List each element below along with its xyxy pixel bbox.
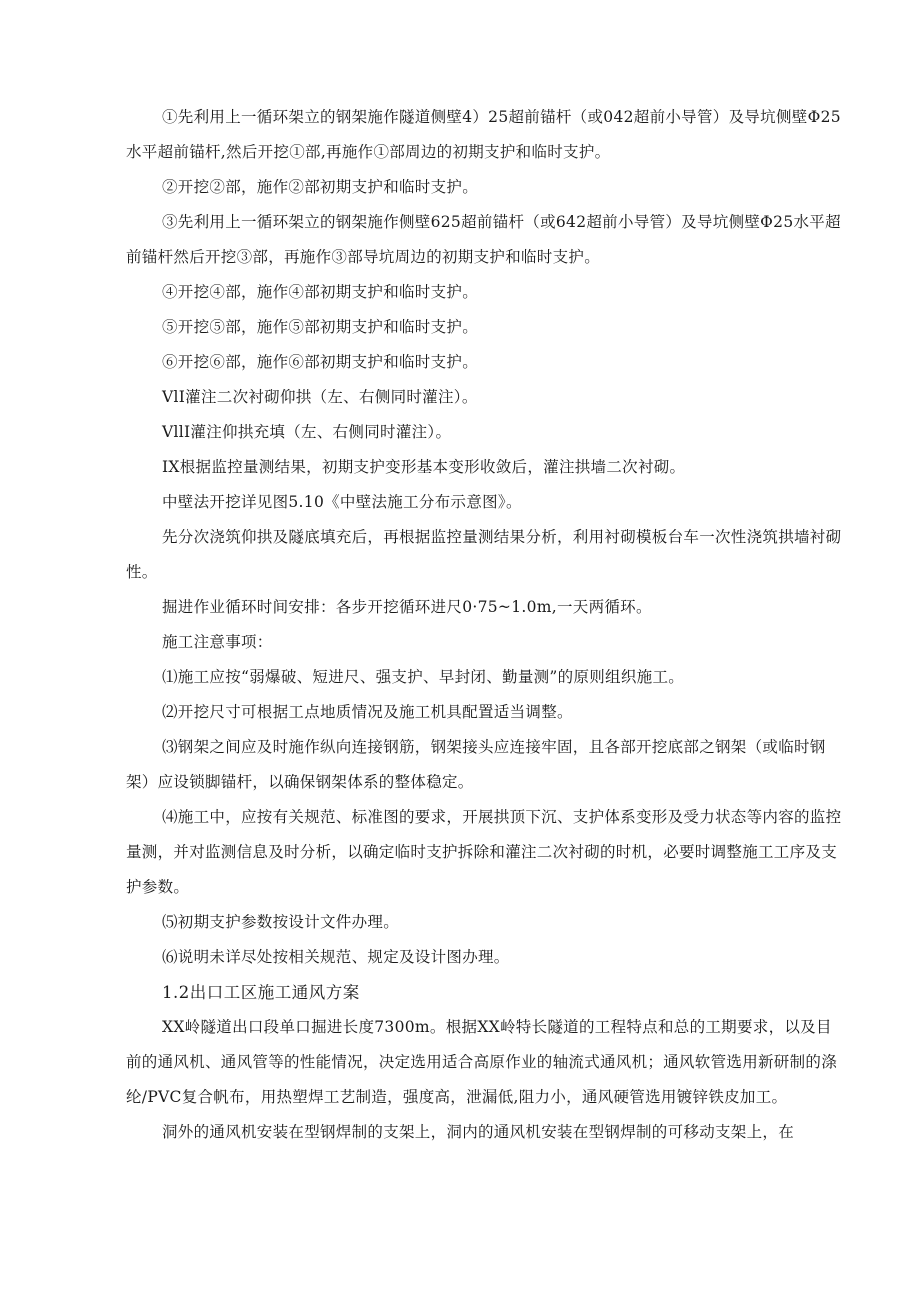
paragraph-step-2: ②开挖②部，施作②部初期支护和临时支护。	[162, 178, 479, 196]
paragraph-note-1: ⑴施工应按“弱爆破、短进尺、强支护、早封闭、勤量测”的原则组织施工。	[162, 668, 685, 686]
paragraph-figure-reference: 中壁法开挖详见图5.10《中壁法施工分布示意图》。	[162, 493, 522, 511]
paragraph-note-6: ⑹说明未详尽处按相关规范、规定及设计图办理。	[162, 948, 510, 966]
paragraph-lining: 先分次浇筑仰拱及隧底填充后，再根据监控量测结果分析，利用衬砌模板台车一次性浇筑拱墙衬砌性。	[126, 528, 842, 581]
paragraph-step-6: ⑥开挖⑥部，施作⑥部初期支护和临时支护。	[162, 353, 479, 371]
paragraph-step-1: ①先利用上一循环架立的钢架施作隧道侧壁4）25超前锚杆（或042超前小导管）及导坑侧壁Φ25水平超前锚杆,然后开挖①部,再施作①部周边的初期支护和临时支护。	[126, 108, 841, 161]
paragraph-step-5: ⑤开挖⑤部，施作⑤部初期支护和临时支护。	[162, 318, 479, 336]
paragraph-step-9: IX根据监控量测结果，初期支护变形基本变形收敛后，灌注拱墙二次衬砌。	[162, 458, 686, 476]
paragraph-ventilation-1: XX岭隧道出口段单口掘进长度7300m。根据XX岭特长隧道的工程特点和总的工期要求，以及目前的通风机、通风管等的性能情况，决定选用适合高原作业的轴流式通风机；通风软管选用新研制的涤纶/PVC复合帆布，用热塑焊工艺制造，强度高，泄漏低,阻力小，通风硬管选用镀锌铁皮加工。	[126, 1018, 838, 1106]
section-heading: 1.2出口工区施工通风方案	[162, 983, 360, 1002]
paragraph-step-3: ③先利用上一循环架立的钢架施作侧壁625超前锚杆（或642超前小导管）及导坑侧壁Φ25水平超前锚杆然后开挖③部，再施作③部导坑周边的初期支护和临时支护。	[126, 213, 841, 266]
paragraph-step-7: VlI灌注二次衬砌仰拱（左、右侧同时灌注）。	[162, 388, 478, 406]
paragraph-note-5: ⑸初期支护参数按设计文件办理。	[162, 913, 400, 931]
paragraph-ventilation-2: 洞外的通风机安装在型钢焊制的支架上，洞内的通风机安装在型钢焊制的可移动支架上，在	[162, 1123, 795, 1141]
paragraph-note-2: ⑵开挖尺寸可根据工点地质情况及施工机具配置适当调整。	[162, 703, 573, 721]
paragraph-cycle-time: 掘进作业循环时间安排：各步开挖循环进尺0·75~1.0m,一天两循环。	[162, 598, 652, 616]
document-body	[126, 100, 842, 1150]
paragraph-step-4: ④开挖④部，施作④部初期支护和临时支护。	[162, 283, 479, 301]
paragraph-note-3: ⑶钢架之间应及时施作纵向连接钢筋，钢架接头应连接牢固，且各部开挖底部之钢架（或临时钢架）应设锁脚锚杆，以确保钢架体系的整体稳定。	[126, 738, 826, 791]
paragraph-step-8: VllI灌注仰拱充填（左、右侧同时灌注）。	[162, 423, 452, 441]
paragraph-note-4: ⑷施工中，应按有关规范、标准图的要求，开展拱顶下沉、支护体系变形及受力状态等内容的监控量测，并对监测信息及时分析，以确定临时支护拆除和灌注二次衬砌的时机，必要时调整施工工序及支护参数。	[126, 808, 842, 896]
paragraph-notes-title: 施工注意事项：	[162, 633, 273, 651]
